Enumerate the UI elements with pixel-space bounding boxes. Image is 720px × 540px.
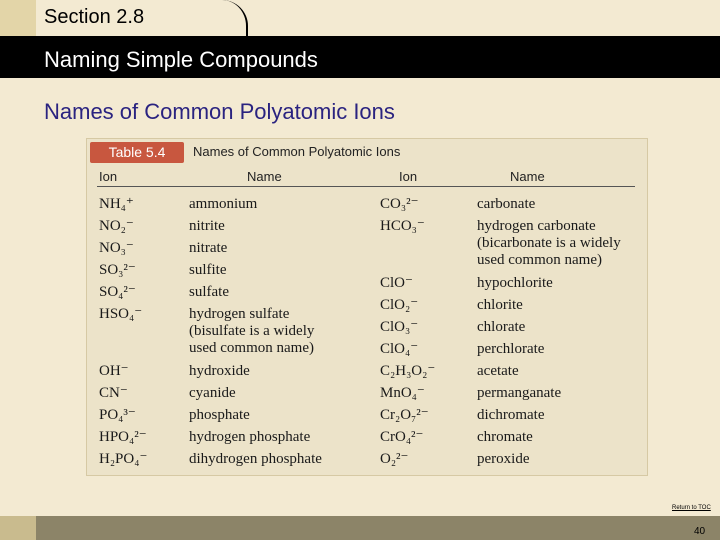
section-label: Section 2.8 <box>44 6 145 28</box>
ion-formula-left: NH₄⁺ <box>99 196 134 212</box>
ion-formula-right: ClO₂⁻ <box>380 297 419 313</box>
ion-formula-right: MnO₄⁻ <box>380 385 425 401</box>
table-badge: Table 5.4 <box>90 142 184 163</box>
ion-name-left: sulfite <box>189 262 227 278</box>
ion-formula-right: ClO⁻ <box>380 275 413 291</box>
col-header-name-right: Name <box>510 169 545 184</box>
return-to-toc-link[interactable]: Return to TOC <box>672 505 711 511</box>
ion-formula-right: HCO₃⁻ <box>380 218 425 234</box>
ion-name-left: hydrogen sulfate (bisulfate is a widely used common name) <box>189 306 315 356</box>
ion-name-right: peroxide <box>477 451 530 467</box>
ion-formula-right: ClO₃⁻ <box>380 319 419 335</box>
footer-accent <box>0 516 36 540</box>
slide-heading: Names of Common Polyatomic Ions <box>44 99 395 124</box>
ion-formula-right: ClO₄⁻ <box>380 341 419 357</box>
ion-name-left: phosphate <box>189 407 250 423</box>
ion-name-right: perchlorate <box>477 341 545 357</box>
ion-formula-left: HPO₄²⁻ <box>99 429 147 445</box>
ion-formula-left: CN⁻ <box>99 385 128 401</box>
ion-formula-right: O₂²⁻ <box>380 451 409 467</box>
ion-name-right: chromate <box>477 429 533 445</box>
page-number: 40 <box>694 526 706 537</box>
ion-formula-right: Cr₂O₇²⁻ <box>380 407 429 423</box>
ion-formula-left: SO₃²⁻ <box>99 262 136 278</box>
ion-formula-left: PO₄³⁻ <box>99 407 136 423</box>
ion-formula-right: CO₃²⁻ <box>380 196 419 212</box>
ion-formula-left: NO₃⁻ <box>99 240 134 256</box>
ion-name-right: dichromate <box>477 407 545 423</box>
ion-formula-left: OH⁻ <box>99 363 129 379</box>
ion-name-left: cyanide <box>189 385 236 401</box>
ion-formula-right: CrO₄²⁻ <box>380 429 424 445</box>
ion-name-left: nitrate <box>189 240 228 256</box>
ion-formula-left: HSO₄⁻ <box>99 306 143 322</box>
ion-name-right: acetate <box>477 363 519 379</box>
ion-name-left: hydroxide <box>189 363 250 379</box>
col-header-name-left: Name <box>247 169 282 184</box>
ion-name-right: carbonate <box>477 196 536 212</box>
ion-name-left: dihydrogen phosphate <box>189 451 322 467</box>
ion-name-right: permanganate <box>477 385 562 401</box>
footer-bar <box>0 516 720 540</box>
corner-accent <box>0 0 36 36</box>
page-subtitle: Naming Simple Compounds <box>44 47 318 72</box>
col-header-ion-left: Ion <box>99 169 118 184</box>
ion-formula-left: SO₄²⁻ <box>99 284 136 300</box>
ion-name-left: nitrite <box>189 218 225 234</box>
table-caption: Names of Common Polyatomic Ions <box>193 144 401 159</box>
table-title-row <box>87 139 647 165</box>
ion-name-right: hydrogen carbonate (bicarbonate is a widely used common name) <box>477 218 621 268</box>
col-header-ion-right: Ion <box>399 169 418 184</box>
polyatomic-ions-table <box>86 138 648 476</box>
ion-name-left: sulfate <box>189 284 229 300</box>
ion-formula-right: C₂H₃O₂⁻ <box>380 363 436 379</box>
ion-name-left: hydrogen phosphate <box>189 429 311 445</box>
ion-name-left: ammonium <box>189 196 258 212</box>
ion-formula-left: H₂PO₄⁻ <box>99 451 148 467</box>
header-rule <box>97 186 635 187</box>
ion-name-right: hypochlorite <box>477 275 553 291</box>
ion-name-right: chlorite <box>477 297 523 313</box>
ion-name-right: chlorate <box>477 319 526 335</box>
ion-formula-left: NO₂⁻ <box>99 218 134 234</box>
